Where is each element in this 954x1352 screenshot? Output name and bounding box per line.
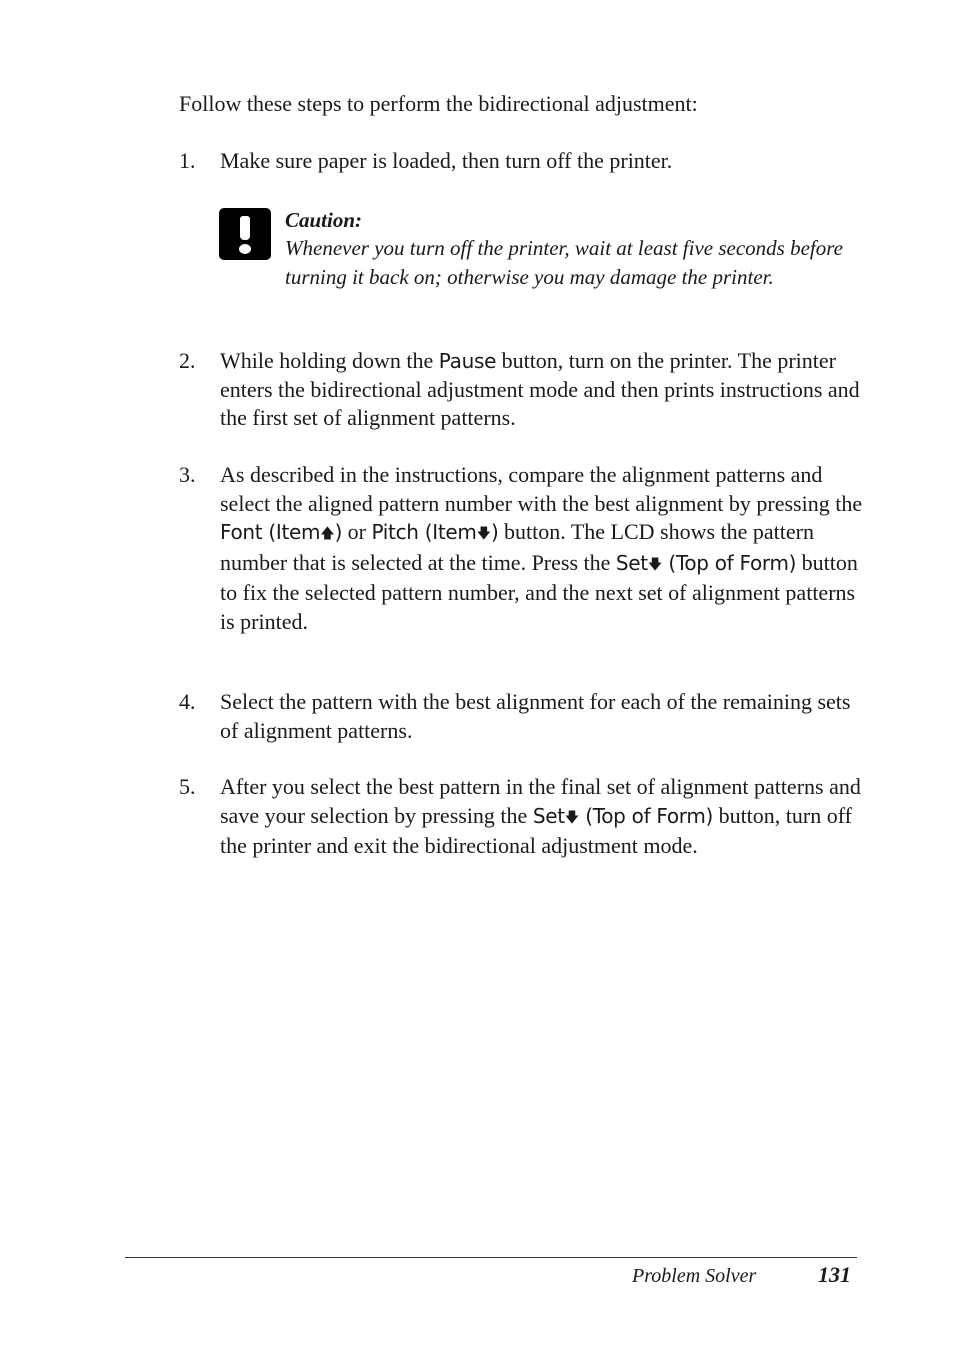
font-button-label: Font (Item xyxy=(220,520,321,544)
arrow-down-icon: 🡇 xyxy=(476,526,491,542)
top-of-form-label: (Top of Form) xyxy=(662,550,797,575)
step-text: While holding down the Pause button, turn on the printer. The printer enters the bidirectional adjustment mode and then prints instructions and the first set of alignment patterns. xyxy=(220,348,860,430)
step-text: After you select the best pattern in the final set of alignment patterns and save your selection by pressing the Set🡇 (Top of Form) button, turn off the printer and exit the bidirectional adjustment mode. xyxy=(220,774,861,858)
top-of-form-label: (Top of Form) xyxy=(579,803,714,828)
pause-button-label: Pause xyxy=(438,349,497,373)
step-number: 4. xyxy=(179,689,196,714)
caution-exclamation-icon xyxy=(219,208,271,260)
page-number: 131 xyxy=(818,1262,851,1287)
step-number: 5. xyxy=(179,774,196,799)
footer-section-title: Problem Solver xyxy=(632,1265,757,1287)
step-text: Make sure paper is loaded, then turn off the printer. xyxy=(220,148,673,173)
step-text: Select the pattern with the best alignment for each of the remaining sets of alignment patterns. xyxy=(220,689,851,743)
arrow-down-icon: 🡇 xyxy=(564,809,580,826)
set-button-label: Set xyxy=(532,803,565,828)
arrow-down-icon: 🡇 xyxy=(647,556,663,573)
set-button-label: Set xyxy=(615,550,648,575)
step-number: 2. xyxy=(179,348,196,373)
arrow-up-icon: 🡅 xyxy=(320,526,335,542)
pitch-button-label: Pitch (Item xyxy=(371,520,477,544)
step-number: 3. xyxy=(179,462,196,487)
step-text: As described in the instructions, compare the alignment patterns and select the aligned pattern number with the best alignment by pressing the Font (Item🡅) or Pitch (Item🡇) button. The LCD shows the pattern number that is selected at the time. Press the Set🡇 (Top of Form) button to fix the selected pattern number, and the next set of alignment patterns is printed. xyxy=(220,462,863,634)
step-number: 1. xyxy=(179,148,196,173)
intro-paragraph: Follow these steps to perform the bidirectional adjustment: xyxy=(179,91,698,116)
caution-text: Whenever you turn off the printer, wait at least five seconds before turning it back on; otherwise you may damage the printer. xyxy=(285,236,843,289)
footer-rule xyxy=(125,1257,857,1258)
caution-title: Caution: xyxy=(285,208,363,232)
